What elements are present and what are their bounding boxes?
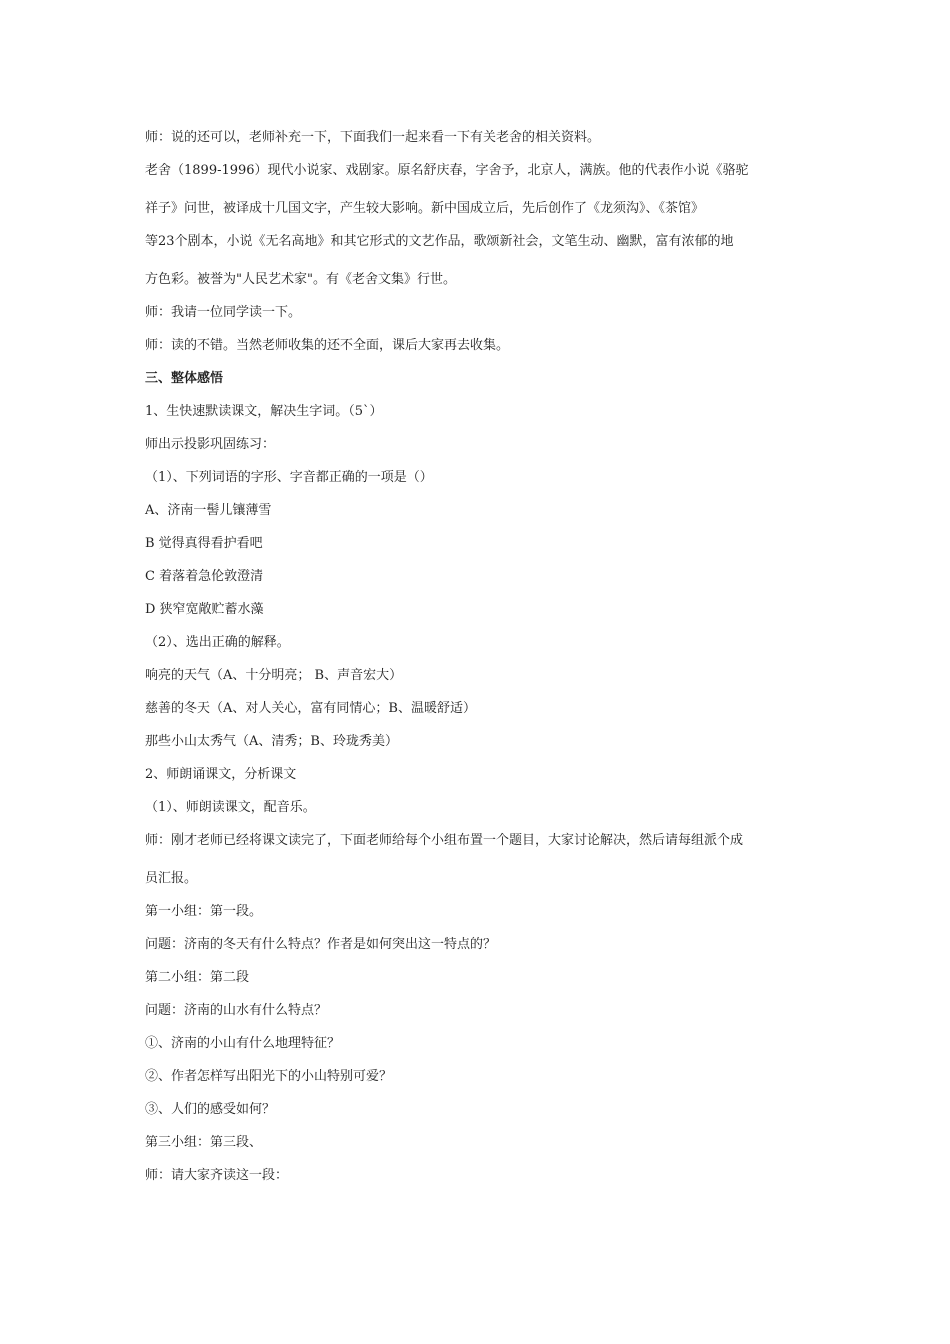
text-line: 员汇报。	[145, 871, 198, 886]
option-line: A、济南一髻儿镶薄雪	[145, 503, 272, 518]
text-line: 2、师朗诵课文，分析课文	[145, 767, 297, 782]
text-line: 祥子》问世，被译成十几国文字，产生较大影响。新中国成立后，先后创作了《龙须沟》、《茶馆》	[145, 201, 705, 216]
option-line: B 觉得真得看护看吧	[145, 536, 263, 551]
text-line: ③、人们的感受如何？	[145, 1102, 276, 1117]
text-line: 师：请大家齐读这一段：	[145, 1168, 289, 1183]
text-line: 问题：济南的冬天有什么特点？作者是如何突出这一特点的？	[145, 937, 497, 952]
text-line: 1、生快速默读课文，解决生字词。（5`）	[145, 404, 383, 419]
text-line: 师：我请一位同学读一下。	[145, 305, 302, 320]
text-line: 师：说的还可以，老师补充一下，下面我们一起来看一下有关老舍的相关资料。	[145, 130, 601, 145]
text-line: 等23个剧本，小说《无名高地》和其它形式的文艺作品，歌颂新社会，文笔生动、幽默，富有浓郁的地	[145, 234, 734, 249]
text-line: 那些小山太秀气（A、清秀；B、玲珑秀美）	[145, 734, 398, 749]
text-line: 慈善的冬天（A、对人关心，富有同情心；B、温暖舒适）	[145, 701, 476, 716]
text-line: 师出示投影巩固练习：	[145, 437, 276, 452]
text-line: 师：读的不错。当然老师收集的还不全面，课后大家再去收集。	[145, 338, 510, 353]
text-line: 响亮的天气（A、十分明亮； B、声音宏大）	[145, 668, 403, 683]
text-line: （2）、选出正确的解释。	[145, 635, 290, 650]
text-line: ①、济南的小山有什么地理特征？	[145, 1036, 341, 1051]
section-heading: 三、整体感悟	[145, 371, 224, 386]
text-line: 第一小组：第一段。	[145, 904, 263, 919]
option-line: D 狭窄宽敞贮蓄水藻	[145, 602, 264, 617]
text-line: 问题：济南的山水有什么特点？	[145, 1003, 328, 1018]
text-line: 师：刚才老师已经将课文读完了，下面老师给每个小组布置一个题目，大家讨论解决，然后请每组派个成	[145, 833, 744, 848]
option-line: C 着落着急伦敦澄清	[145, 569, 264, 584]
text-line: ②、作者怎样写出阳光下的小山特别可爱？	[145, 1069, 393, 1084]
text-line: 方色彩。被誉为"人民艺术家"。有《老舍文集》行世。	[145, 272, 456, 287]
text-line: 老舍（1899-1996）现代小说家、戏剧家。原名舒庆春，字舍予，北京人，满族。他的代表作小说《骆驼	[145, 163, 749, 178]
text-line: （1）、师朗读课文，配音乐。	[145, 800, 316, 815]
text-line: 第二小组：第二段	[145, 970, 250, 985]
text-line: 第三小组：第三段、	[145, 1135, 263, 1150]
text-line: （1）、下列词语的字形、字音都正确的一项是（）	[145, 470, 433, 485]
